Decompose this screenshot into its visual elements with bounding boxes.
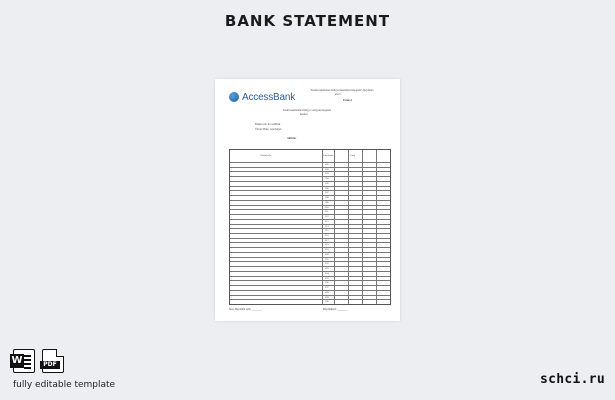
- doc-section-title: Aktivlər: [287, 137, 297, 140]
- table-row: [230, 214, 390, 215]
- bank-logo-text: AccessBank: [242, 91, 296, 103]
- table-row: [230, 261, 390, 262]
- table-row: [230, 271, 390, 272]
- row-code: 201: [325, 163, 329, 166]
- table-row: [230, 224, 390, 225]
- row-code: 214: [325, 224, 329, 228]
- doc-bank-name: Bankın adı: AccessBank: [255, 123, 281, 126]
- table-row: [230, 195, 390, 196]
- table-row: [230, 171, 390, 172]
- signature-accountant: Baş mühasib ________: [323, 308, 348, 311]
- doc-subtitle-line: Kredit təşkilatının maliyyə vəziyyəti haqqında: [283, 109, 332, 112]
- doc-subtitle-line: hesabat: [300, 113, 308, 116]
- row-code: 211: [325, 210, 329, 214]
- row-code: 207: [325, 191, 329, 195]
- statement-table: [229, 149, 391, 305]
- table-row: [230, 186, 390, 187]
- table-row: [230, 299, 390, 300]
- table-row: [230, 242, 390, 243]
- table-row: [230, 228, 390, 229]
- table-row: [230, 233, 390, 234]
- format-icons: [13, 349, 64, 373]
- row-code: 227: [325, 286, 329, 290]
- doc-header-line: əlavə: [335, 93, 341, 96]
- table-row: [230, 190, 390, 191]
- table-header-code: Sətir kodu: [323, 154, 333, 157]
- row-code: 202: [325, 167, 329, 171]
- row-code: 219: [325, 248, 329, 252]
- table-row: [230, 290, 390, 291]
- row-code: 218: [325, 243, 329, 247]
- table-row: [230, 266, 390, 267]
- table-row: [230, 280, 390, 281]
- table-row: [230, 209, 390, 210]
- row-code: 203: [325, 172, 329, 176]
- table-row: [230, 295, 390, 296]
- table-row: [230, 167, 390, 168]
- bank-logo-icon: [229, 92, 239, 102]
- table-row: [230, 181, 390, 182]
- table-row: [230, 219, 390, 220]
- table-row: [230, 176, 390, 177]
- row-code: 206: [325, 186, 329, 190]
- doc-form-number: Forma 1: [343, 99, 353, 102]
- row-code: 209: [325, 200, 329, 204]
- row-code: 229: [325, 295, 329, 299]
- statement-document-preview: [215, 79, 400, 321]
- word-file-icon: W: [13, 349, 35, 373]
- row-code: 205: [325, 181, 329, 185]
- doc-header-line: “Kredit təşkilatının maliyyə hesabatları haqqında” Qaydalara: [310, 89, 374, 92]
- pdf-file-icon: PDF: [42, 349, 64, 373]
- row-code: 228: [325, 290, 329, 294]
- page-title: BANK STATEMENT: [224, 12, 391, 30]
- bank-logo: [229, 91, 295, 103]
- table-row: [230, 162, 390, 163]
- row-code: 212: [325, 215, 329, 219]
- table-row: [230, 238, 390, 239]
- table-row: [230, 205, 390, 206]
- row-code: 222: [325, 262, 329, 266]
- row-code: 213: [325, 219, 329, 223]
- row-code: 226: [325, 281, 329, 285]
- row-code: 216: [325, 234, 329, 237]
- row-code: 204: [325, 177, 329, 181]
- row-code: 217: [325, 238, 329, 242]
- table-row: [230, 247, 390, 248]
- table-row: [230, 200, 390, 201]
- row-code: 230: [325, 300, 329, 304]
- table-row: [230, 252, 390, 253]
- table-row: [230, 276, 390, 277]
- row-code: 220: [325, 252, 329, 256]
- row-code: 215: [325, 229, 329, 233]
- row-code: 208: [325, 196, 329, 200]
- template-caption: fully editable template: [13, 380, 116, 390]
- table-header-indicator: Göstəricilər: [260, 154, 272, 157]
- row-code: 224: [325, 271, 329, 275]
- row-code: 210: [325, 205, 329, 209]
- table-header-total: Cəmi: [350, 154, 356, 157]
- table-row: [230, 285, 390, 286]
- site-brand: schci.ru: [539, 372, 605, 387]
- doc-bank-address: Ünvan: Baku, Azerbaijan: [255, 128, 282, 131]
- row-code: 223: [325, 267, 329, 271]
- row-code: 225: [325, 276, 329, 280]
- row-code: 221: [325, 257, 329, 261]
- table-row: [230, 257, 390, 258]
- signature-chairman: İdarə Heyətinin sədri ________: [229, 308, 262, 311]
